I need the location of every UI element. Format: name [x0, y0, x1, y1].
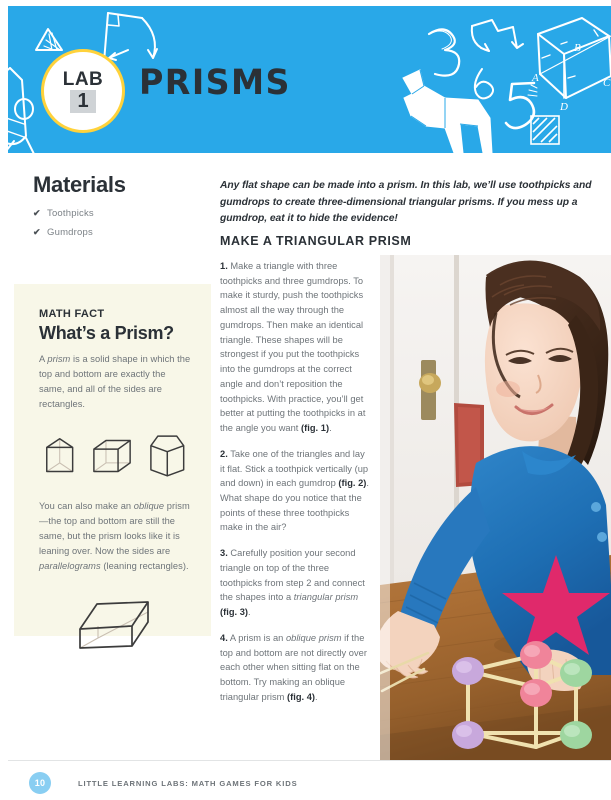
lab-badge-word: LAB [62, 68, 104, 90]
material-label: Toothpicks [47, 208, 94, 219]
step-number: 3. [220, 548, 228, 559]
oblique-prism-figure [70, 596, 160, 658]
girl-building-gumdrop-prism-photo [380, 255, 611, 760]
cube-label-A: A [532, 72, 539, 84]
cube-label-C: C [603, 77, 611, 89]
check-icon: ✔ [33, 208, 41, 218]
page-number-badge: 10 [29, 772, 51, 794]
text-fragment: You can also make an [39, 501, 134, 512]
text-emphasis: prism [47, 354, 71, 364]
lab-badge-number: 1 [70, 90, 95, 113]
step-tail: . [315, 691, 318, 702]
math-fact-paragraph-1 [39, 352, 191, 412]
step-emphasis: oblique prism [285, 632, 342, 643]
text-fragment: A [39, 354, 48, 364]
step-text: Carefully position your second triangle on top of the three toothpicks from step 2 and connect the shapes into a [220, 548, 365, 603]
page-title: PRISMS [139, 63, 291, 103]
math-fact-paragraph-2 [39, 499, 191, 574]
math-fact-kicker: MATH FACT [39, 308, 105, 320]
step-tail: . [248, 607, 251, 618]
footer-divider [8, 760, 611, 761]
step-figure-ref: (fig. 4) [287, 691, 316, 702]
step-number: 4. [220, 632, 228, 643]
step-3 [220, 546, 372, 620]
material-label: Gumdrops [47, 227, 93, 238]
math-fact-box [14, 284, 211, 636]
text-fragment: (leaning rectangles). [100, 561, 189, 572]
step-tail: . What shape do you notice that the points of these three toothpicks make in the air? [220, 478, 370, 533]
step-2 [220, 447, 372, 535]
materials-heading: Materials [33, 172, 126, 197]
math-fact-title: What’s a Prism? [39, 323, 174, 343]
step-tail: . [329, 423, 332, 434]
materials-section [33, 172, 211, 246]
text-emphasis: oblique [133, 501, 165, 512]
cube-label-D: D [560, 101, 568, 113]
text-fragment: prism—the top and bottom are still the same, but the prism looks like it is leaning over. Now the sides are [39, 501, 190, 557]
step-1 [220, 259, 372, 436]
rectangular-prism-figure [87, 426, 137, 486]
lab-header-banner [8, 6, 611, 153]
step-text-2: if the top and bottom are not directly over each other when sitting flat on the bottom. Try making an oblique triangular prism [220, 632, 367, 702]
step-number: 1. [220, 261, 228, 271]
cube-label-B: B [574, 42, 581, 54]
step-emphasis: triangular prism [293, 592, 359, 603]
list-item [33, 227, 211, 238]
check-icon: ✔ [33, 227, 41, 237]
oblique-figure-wrap [39, 596, 191, 658]
step-figure-ref: (fig. 3) [220, 607, 249, 618]
pentagonal-prism-figure [144, 426, 191, 486]
step-number: 2. [220, 448, 228, 459]
lab-badge [41, 49, 125, 133]
footer-book-title: LITTLE LEARNING LABS: MATH GAMES FOR KIDS [78, 779, 298, 788]
step-text: A prism is an [227, 632, 286, 643]
triangular-prism-figure [39, 426, 80, 486]
step-figure-ref: (fig. 2) [338, 478, 367, 489]
step-text: Make a triangle with three toothpicks and three gumdrops. To make it sturdy, push the toothpicks almost all the way through the gumdrops. Then make an identical triangle. These shapes will be strongest if you put the toothpicks into the gumdrops at the correct angle and don’t reposition the toothpicks. With practice, you’ll get better at putting the toothpicks in at the angle you want [220, 261, 366, 434]
instruction-steps [220, 259, 372, 716]
list-item [33, 208, 211, 219]
intro-paragraph: Any flat shape can be made into a prism. In this lab, we’ll use toothpicks and gumdrops to create three-dimensional triangular prisms. If you mess up a gumdrop, eat it to hide the evidence! [220, 180, 592, 225]
step-figure-ref: (fig. 1) [301, 423, 330, 434]
step-text: Take one of the triangles and lay it flat. Stick a toothpick vertically (up and down) in each gumdrop [220, 448, 369, 489]
text-emphasis: parallelograms [39, 561, 101, 572]
step-4 [220, 631, 372, 705]
prism-figures-row [39, 426, 191, 486]
section-heading: MAKE A TRIANGULAR PRISM [220, 234, 412, 248]
text-fragment: is a solid shape in which the top and bottom are exactly the same, and all of the sides are rectangles. [39, 354, 191, 410]
photo-artwork [380, 255, 611, 760]
